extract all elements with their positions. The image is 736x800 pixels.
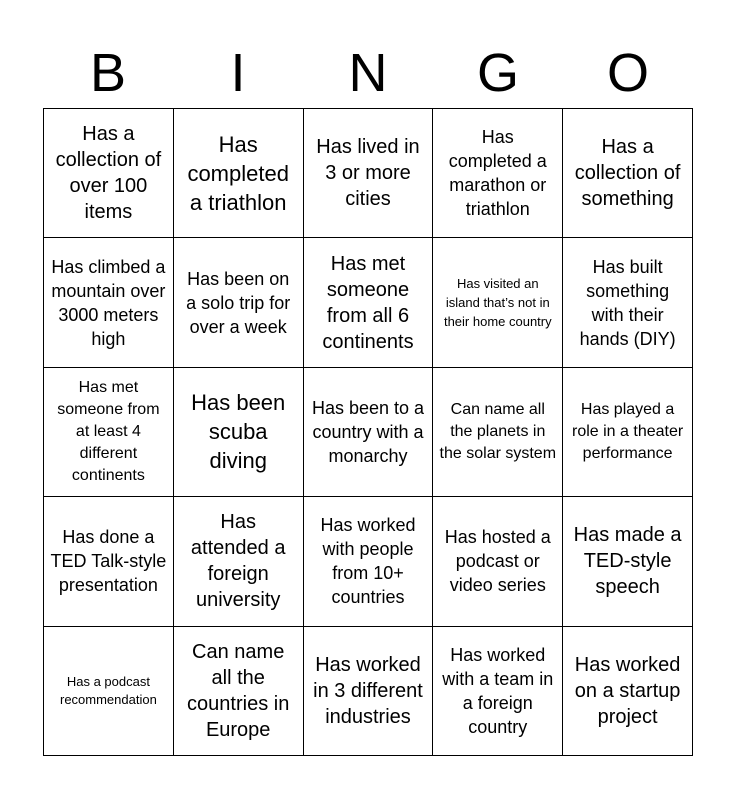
bingo-cell[interactable] (44, 497, 174, 626)
cell-text: Has been on a solo trip for over a week (186, 268, 291, 337)
cell-text: Has a collection of something (574, 136, 681, 211)
cell-text: Has worked on a startup project (574, 653, 681, 728)
bingo-cell[interactable] (304, 238, 434, 367)
bingo-cell[interactable] (174, 238, 304, 367)
cell-text: Has hosted a podcast or video series (444, 527, 551, 596)
cell-text: Has worked with people from 10+ countries (320, 515, 416, 608)
header-letter-i: I (230, 43, 246, 103)
bingo-cell[interactable] (563, 368, 693, 497)
bingo-cell[interactable] (433, 368, 563, 497)
cell-text: Has done a TED Talk-style presentation (50, 527, 167, 596)
bingo-cell[interactable] (174, 497, 304, 626)
bingo-cell[interactable] (44, 368, 174, 497)
cell-text: Has lived in 3 or more cities (316, 136, 420, 211)
cell-text: Has a podcast recommendation (59, 673, 157, 707)
cell-text: Has completed a triathlon (187, 131, 289, 215)
bingo-board (43, 108, 693, 756)
cell-text: Can name all the planets in the solar system (439, 400, 557, 462)
cell-text: Has been to a country with a monarchy (311, 397, 425, 466)
bingo-cell[interactable] (44, 109, 174, 238)
bingo-cell[interactable] (563, 497, 693, 626)
cell-text: Has been scuba diving (191, 390, 286, 474)
bingo-cell[interactable] (433, 109, 563, 238)
header-letter-b: B (89, 43, 127, 103)
header-letter-o: O (606, 43, 649, 103)
cell-text: Has climbed a mountain over 3000 meters high (51, 256, 166, 349)
cell-text: Has attended a foreign university (190, 511, 286, 612)
bingo-cell[interactable] (563, 627, 693, 756)
cell-text: Can name all the countries in Europe (187, 640, 290, 741)
bingo-cell[interactable] (174, 627, 304, 756)
cell-text: Has played a role in a theater performance (572, 400, 684, 462)
cell-text: Has met someone from all 6 continents (322, 252, 414, 353)
cell-text: Has visited an island that’s not in their home country (443, 276, 552, 330)
bingo-cell[interactable] (174, 109, 304, 238)
bingo-cell[interactable] (44, 238, 174, 367)
cell-text: Has worked with a team in a foreign country (442, 644, 554, 737)
bingo-cell[interactable] (563, 238, 693, 367)
bingo-cell[interactable] (563, 109, 693, 238)
bingo-cell[interactable] (304, 497, 434, 626)
cell-text: Has made a TED-style speech (573, 524, 682, 599)
bingo-cell[interactable] (174, 368, 304, 497)
bingo-cell[interactable] (433, 238, 563, 367)
bingo-cell[interactable] (304, 627, 434, 756)
cell-text: Has worked in 3 different industries (313, 653, 423, 728)
bingo-header (43, 38, 693, 108)
cell-text: Has completed a marathon or triathlon (448, 127, 547, 220)
cell-text: Has built something with their hands (DIY) (579, 256, 676, 349)
header-letter-n: N (348, 43, 388, 103)
bingo-cell[interactable] (433, 627, 563, 756)
bingo-cell[interactable] (44, 627, 174, 756)
bingo-cell[interactable] (433, 497, 563, 626)
cell-text: Has met someone from at least 4 different continents (57, 378, 160, 484)
bingo-cell[interactable] (304, 368, 434, 497)
bingo-cell[interactable] (304, 109, 434, 238)
header-letter-g: G (476, 43, 519, 103)
cell-text: Has a collection of over 100 items (55, 123, 162, 224)
